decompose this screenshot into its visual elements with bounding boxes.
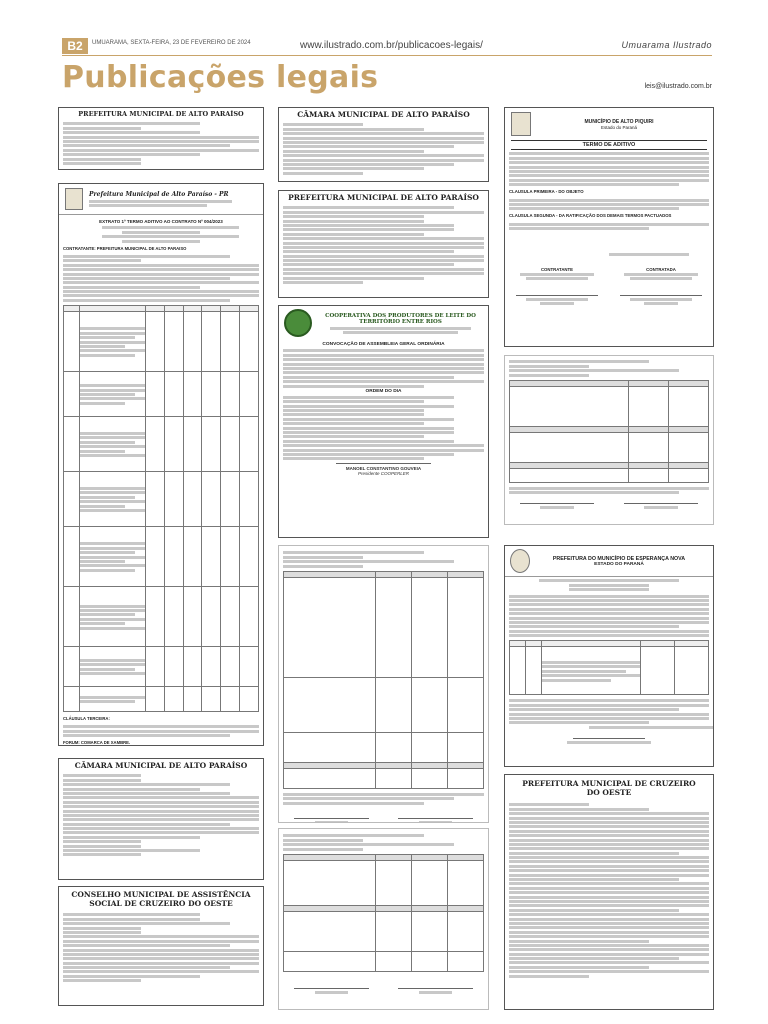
notice-title: PREFEITURA MUNICIPAL DE ALTO PARAÍSO [78,110,244,118]
newspaper-name: Umuarama Ilustrado [621,40,712,50]
notice-title: CONSELHO MUNICIPAL DE ASSISTÊNCIA SOCIAL DE CRUZEIRO DO OESTE [71,890,251,908]
notice-title: PREFEITURA MUNICIPAL DE ALTO PARAÍSO [288,193,479,202]
contratada-label: CONTRATADA [646,267,676,273]
items-table [59,303,263,714]
cooperativa-ordem-dia: ORDEM DO DIA [365,388,402,394]
notice-cooperativa [278,305,489,538]
cooperativa-signer: MANOEL CONSTANTINO GOUVEIA [345,466,422,472]
notice-esperanca-nova [504,545,714,767]
notice-balancete-1 [278,545,489,823]
section-url-link[interactable]: www.ilustrado.com.br/publicacoes-legais/ [300,40,483,51]
esperanca-table [505,638,713,697]
esperanca-state: ESTADO DO PARANÁ [594,561,644,567]
notice-title: CÂMARA MUNICIPAL DE ALTO PARAÍSO [74,761,248,770]
cooperativa-edital-title: CONVOCAÇÃO DE ASSEMBLEIA GERAL ORDINÁRIA [322,342,445,347]
balancete-table [279,569,488,791]
notice-camara-alto-paraiso-2 [58,758,264,880]
contratante-label: CONTRATANTE [540,267,574,273]
notice-municipio-termo-aditivo [504,107,714,347]
relatorio-table [505,378,713,485]
notice-title: PREFEITURA MUNICIPAL DE CRUZEIRO DO OESTE [522,779,696,797]
cooperativa-name: COOPERATIVA DOS PRODUTORES DE LEITE DO TERRITÓRIO ENTRE RIOS [325,312,476,325]
municipio-name: MUNICÍPIO DE ALTO PIQUIRI [584,118,654,125]
balancete-table [279,852,488,974]
notice-camara-alto-paraiso-1 [278,107,489,182]
municipal-crest-icon [511,112,531,136]
extrato-header [59,184,263,215]
cooperler-logo-icon [284,309,312,337]
notice-alto-paraiso-1 [58,107,264,170]
termo-aditivo-title: TERMO DE ADITIVO [511,140,707,150]
notice-relatorio-right [504,355,714,525]
section-title: Publicações legais [62,60,379,95]
extrato-clausula: CLÁUSULA TERCEIRA: [63,715,110,721]
municipio-state: Estado do Paraná [600,124,638,130]
extrato-contratante: CONTRATANTE: PREFEITURA MUNICIPAL DE ALTO PARAISO [63,245,187,251]
page-number-badge: B2 [62,38,88,54]
clausula-primeira: CLAUSULA PRIMEIRA - DO OBJETO [509,189,584,195]
notice-alto-paraiso-extrato [58,183,264,746]
notice-conselho-assistencia [58,886,264,1006]
extrato-subtitle: EXTRATO 1º TERMO ADITIVO AO CONTRATO Nº 004/2023 [99,219,223,224]
contact-email-link[interactable]: leis@ilustrado.com.br [644,83,712,90]
municipal-crest-icon [65,188,83,210]
extrato-org-name: Prefeitura Municipal de Alto Paraíso - PR [89,190,229,198]
notice-balancete-2 [278,828,489,1010]
municipal-crest-icon [510,549,530,573]
esperanca-title: PREFEITURA DO MUNICÍPIO DE ESPERANÇA NOVA [552,555,686,562]
clausula-segunda: CLAUSULA SEGUNDA - DA RATIFICAÇÃO DOS DEMAIS TERMOS PACTUADOS [509,213,672,219]
edition-date: UMUARAMA, SEXTA-FEIRA, 23 DE FEVEREIRO DE 2024 [92,40,251,46]
notice-cruzeiro-oeste [504,774,714,1010]
cooperativa-signer-role: Presidente COOPERLER [357,471,410,477]
extrato-forum: FORUM: COMARCA DE XAMBRE. [63,740,131,746]
notice-body [59,120,263,166]
notice-alto-paraiso-2 [278,190,489,298]
header-divider [62,55,712,56]
notice-title: CÂMARA MUNICIPAL DE ALTO PARAÍSO [297,110,470,119]
